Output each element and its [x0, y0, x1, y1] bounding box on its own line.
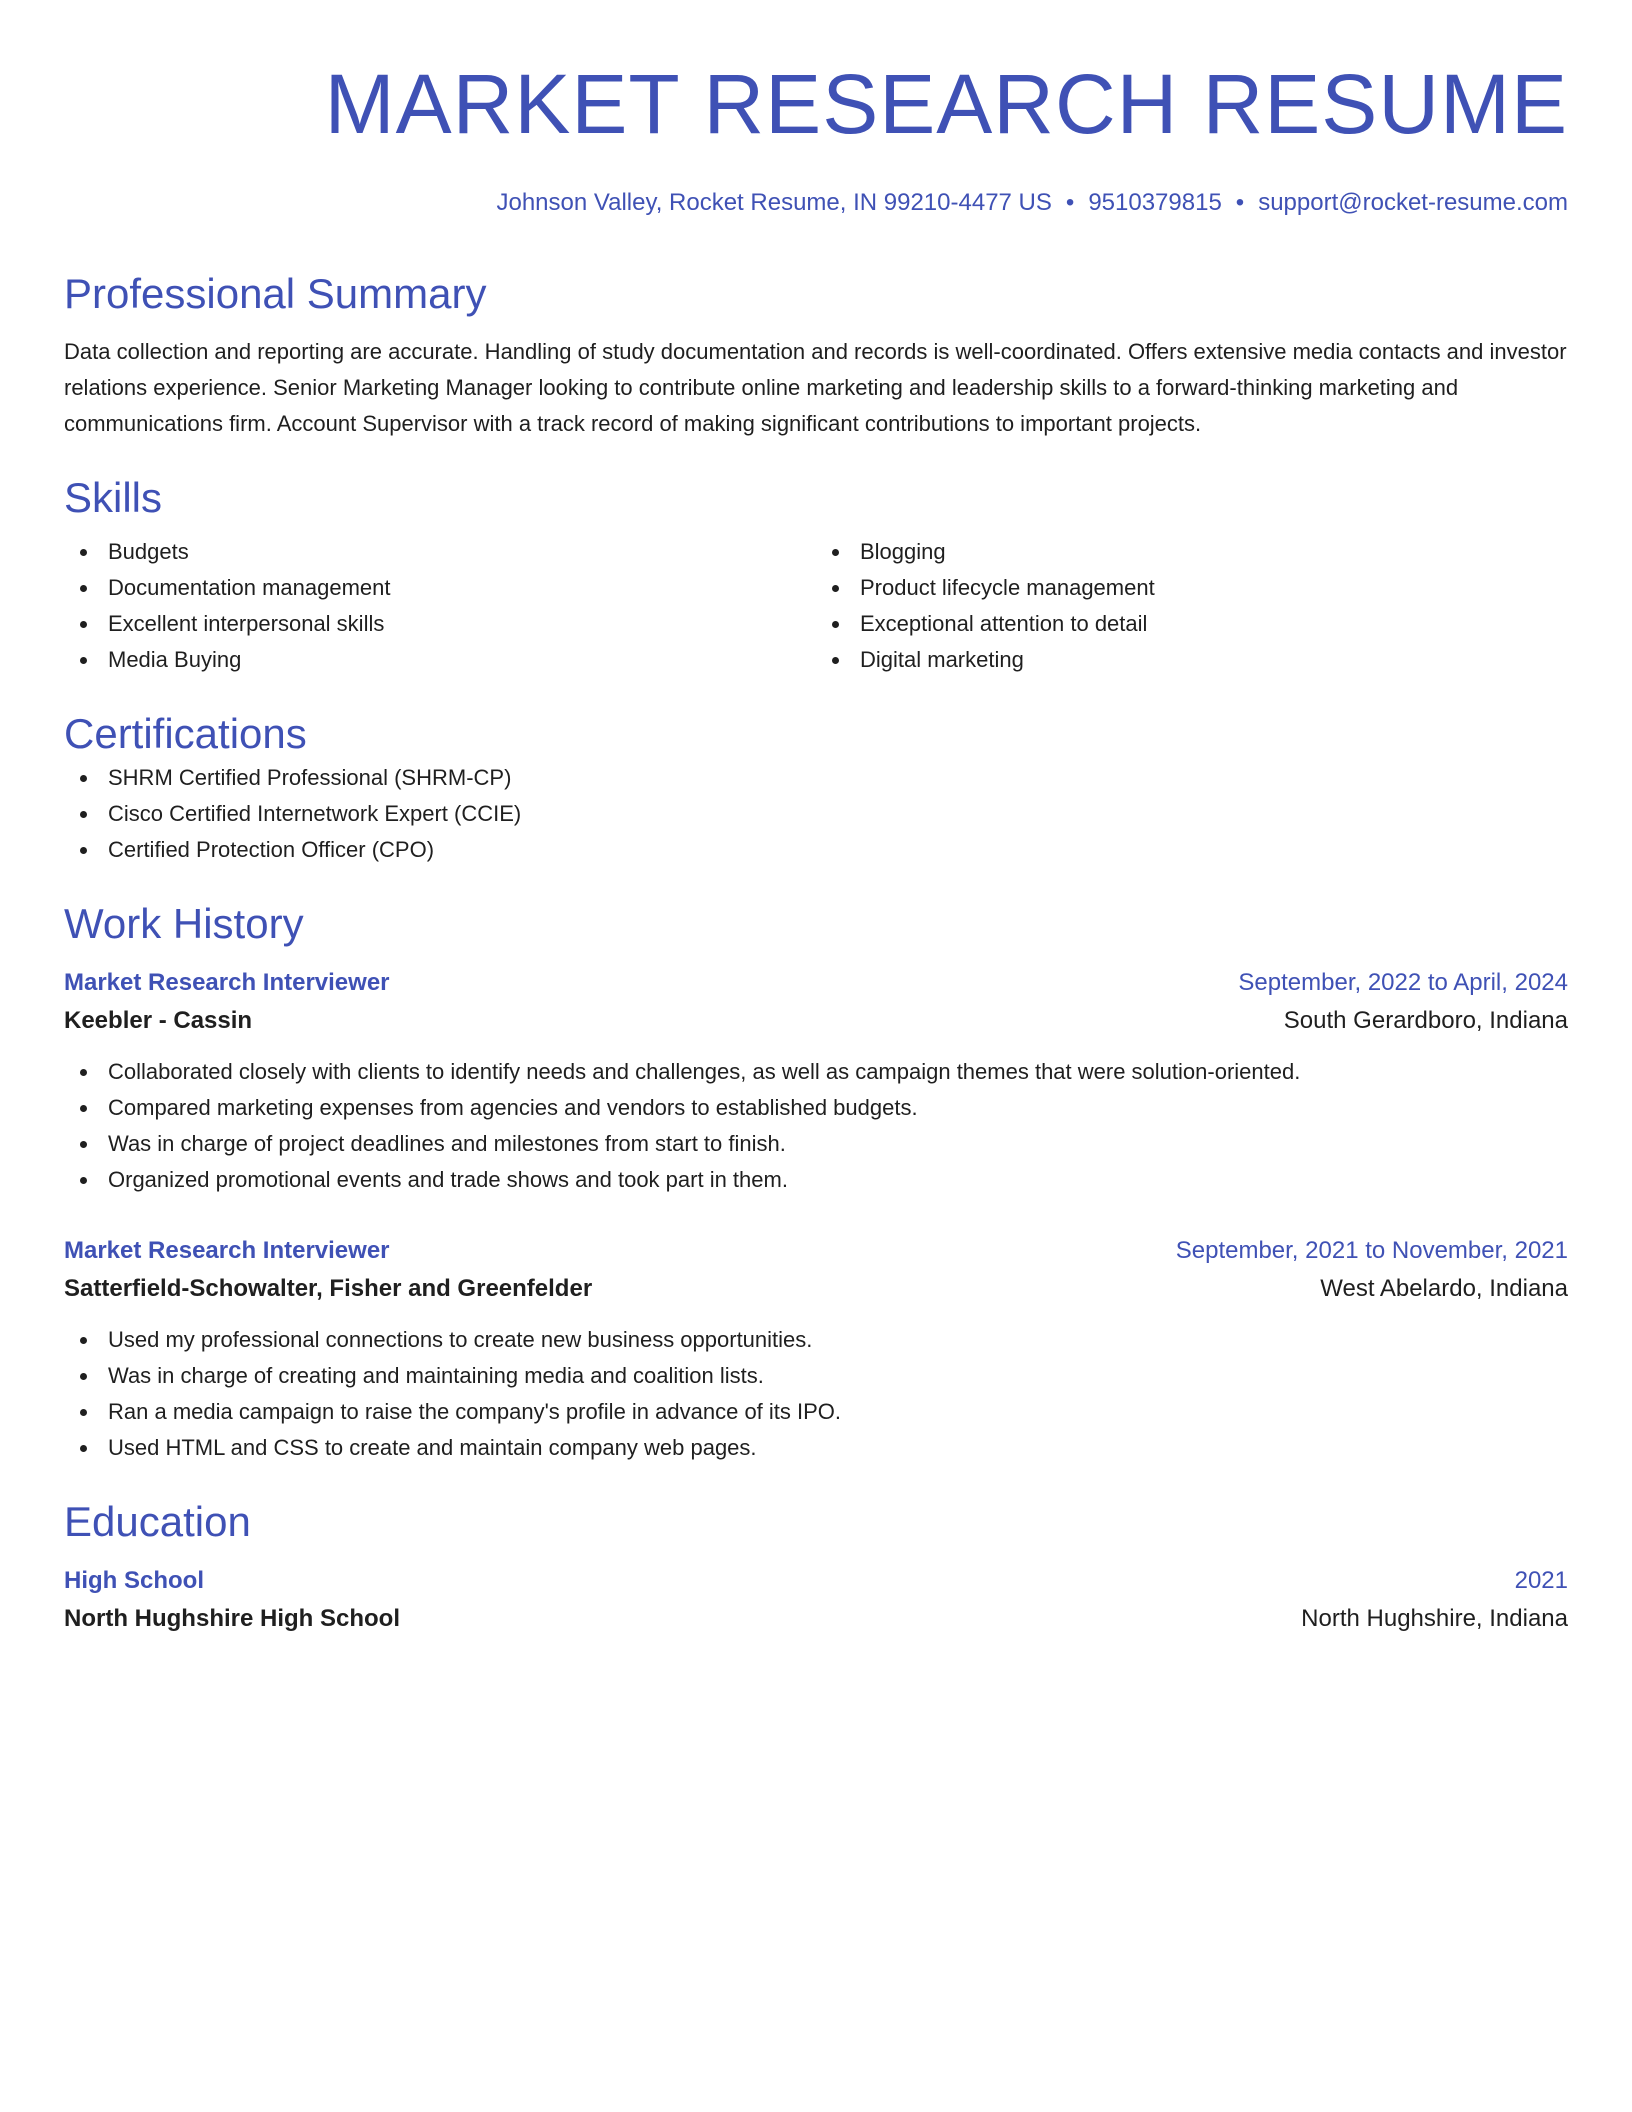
education-heading: Education [64, 1498, 251, 1545]
skill-item: Blogging [816, 534, 1568, 570]
contact-email[interactable]: support@rocket-resume.com [1258, 189, 1568, 216]
job-duty: Used my professional connections to create new business opportunities. [64, 1322, 1568, 1358]
job-header-row [64, 964, 1568, 1002]
job-employer-row [64, 1270, 1568, 1308]
skill-item: Budgets [64, 534, 816, 570]
job-role: Market Research Interviewer [64, 1237, 390, 1264]
education-entry [64, 1562, 1568, 1638]
certifications-list [64, 760, 1568, 868]
skill-item: Exceptional attention to detail [816, 606, 1568, 642]
skills-column-right [816, 534, 1568, 678]
summary-heading: Professional Summary [64, 270, 487, 317]
education-school: North Hughshire High School [64, 1605, 400, 1632]
skill-item: Documentation management [64, 570, 816, 606]
job-duty: Organized promotional events and trade shows and took part in them. [64, 1162, 1568, 1198]
job-dates: September, 2021 to November, 2021 [1175, 1237, 1568, 1264]
job-location: South Gerardboro, Indiana [1283, 1007, 1568, 1034]
certifications-heading: Certifications [64, 710, 307, 757]
education-school-row [64, 1600, 1568, 1638]
skills-heading: Skills [64, 474, 163, 521]
education-header-row [64, 1562, 1568, 1600]
resume-title: MARKET RESEARCH RESUME [324, 57, 1568, 151]
job-entry [64, 1232, 1568, 1466]
job-duties [64, 1054, 1568, 1198]
job-duty: Was in charge of creating and maintaining media and coalition lists. [64, 1358, 1568, 1394]
contact-separator: • [1065, 189, 1075, 216]
job-duty: Was in charge of project deadlines and milestones from start to finish. [64, 1126, 1568, 1162]
skills-list [64, 534, 1568, 678]
job-entry [64, 964, 1568, 1198]
summary-text: Data collection and reporting are accurate. Handling of study documentation and records is well-coordinated. Offers extensive media contacts and investor relations experience. Senior Marketing Manager looking to contribute online marketing and leadership skills to a forward-thinking marketing and communications firm. Account Supervisor with a track record of making significant contributions to important projects. [64, 339, 1567, 436]
job-header-row [64, 1232, 1568, 1270]
contact-line [64, 188, 1568, 218]
work-history-heading: Work History [64, 900, 304, 947]
job-duty: Used HTML and CSS to create and maintain company web pages. [64, 1430, 1568, 1466]
job-duty: Compared marketing expenses from agencies and vendors to established budgets. [64, 1090, 1568, 1126]
education-year: 2021 [1514, 1567, 1568, 1594]
job-duties [64, 1322, 1568, 1466]
contact-separator: • [1235, 189, 1245, 216]
skill-item: Excellent interpersonal skills [64, 606, 816, 642]
certification-item: Certified Protection Officer (CPO) [64, 832, 1568, 868]
job-dates: September, 2022 to April, 2024 [1238, 969, 1568, 996]
certification-item: Cisco Certified Internetwork Expert (CCIE) [64, 796, 1568, 832]
job-duty: Collaborated closely with clients to identify needs and challenges, as well as campaign themes that were solution-oriented. [64, 1054, 1568, 1090]
skill-item: Product lifecycle management [816, 570, 1568, 606]
certification-item: SHRM Certified Professional (SHRM-CP) [64, 760, 1568, 796]
resume-header [64, 0, 1568, 218]
job-employer: Satterfield-Schowalter, Fisher and Greenfelder [64, 1275, 593, 1302]
job-location: West Abelardo, Indiana [1320, 1275, 1568, 1302]
contact-phone: 9510379815 [1088, 189, 1222, 216]
job-employer: Keebler - Cassin [64, 1007, 253, 1034]
job-employer-row [64, 1002, 1568, 1040]
job-role: Market Research Interviewer [64, 969, 390, 996]
contact-address: Johnson Valley, Rocket Resume, IN 99210-4477 US [496, 189, 1052, 216]
skill-item: Media Buying [64, 642, 816, 678]
skills-column-left [64, 534, 816, 678]
education-location: North Hughshire, Indiana [1301, 1605, 1568, 1632]
education-degree: High School [64, 1567, 204, 1594]
skill-item: Digital marketing [816, 642, 1568, 678]
job-duty: Ran a media campaign to raise the company's profile in advance of its IPO. [64, 1394, 1568, 1430]
